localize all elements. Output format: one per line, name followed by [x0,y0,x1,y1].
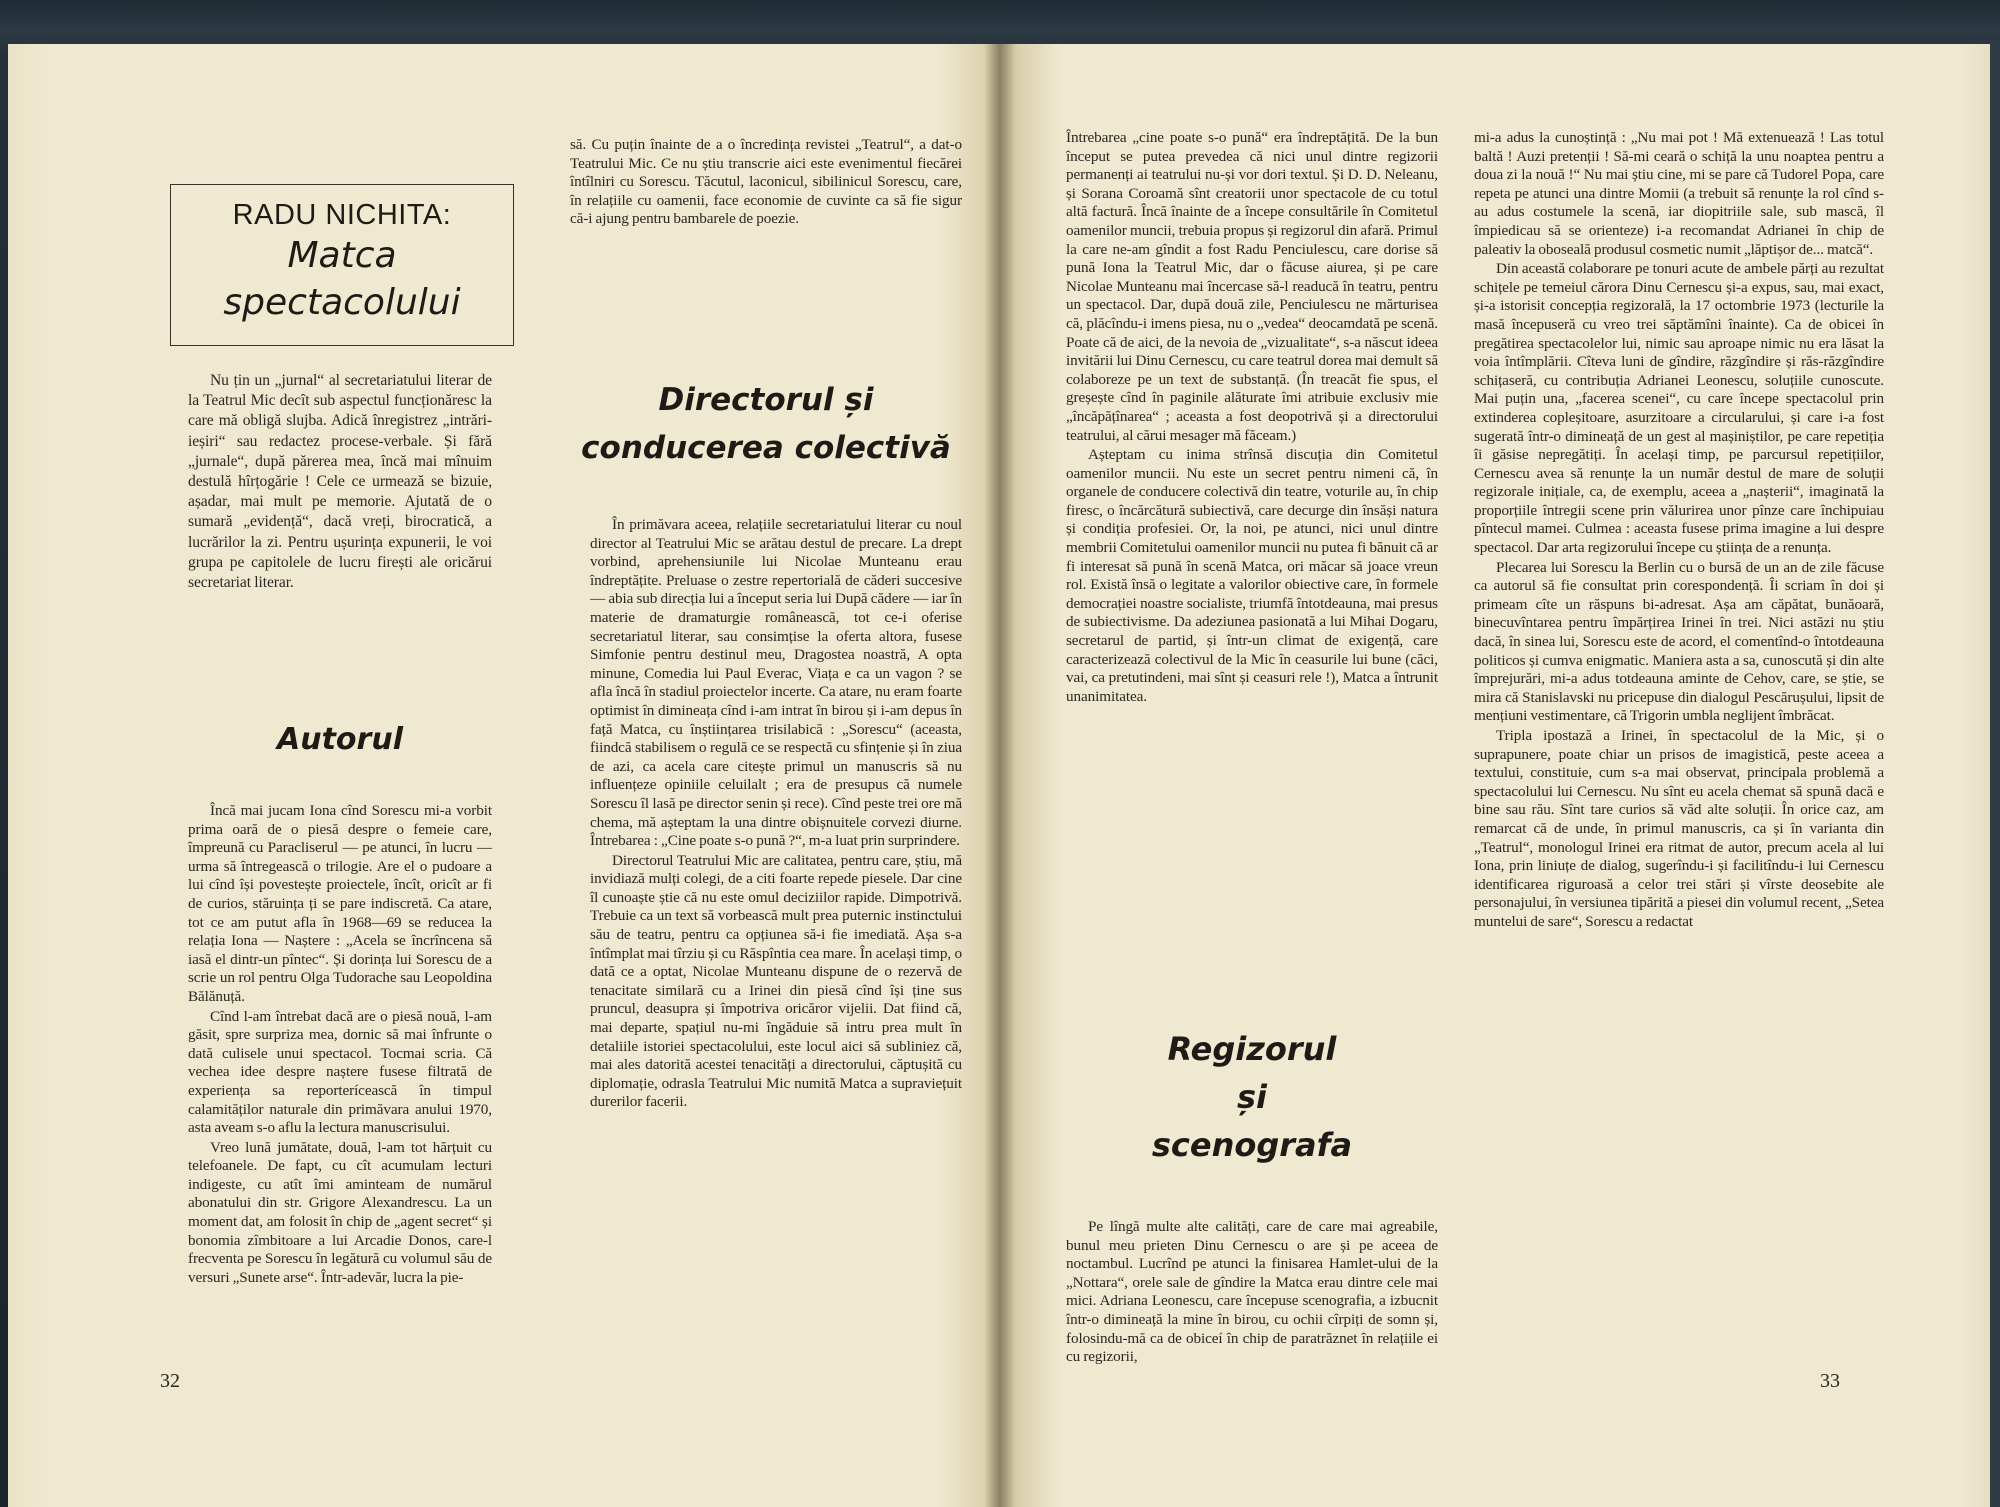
section-heading-director-line1: Directorul și [658,382,874,418]
article-title-line2: spectacolului [223,282,461,323]
right-page [1000,44,2000,1507]
section-heading-director-line2: conducerea colectivă [581,430,951,466]
column-2-director [590,516,962,1112]
cover-edge [1990,40,2000,1507]
paragraph: Întrebarea „cine poate s-o pună“ era îndreptățită. De la bun început se putea prevedea că nici unul dintre regizorii permanenți ai teatrului nu-și vor dori textul. Și D. D. Neleanu, și Sorana Coroamă sînt creatorii unor spectacole de cu totul altă factură. Încă înainte de a începe consultările în Comitetul oamenilor muncii, trebuia propus și regizorul din afară. Primul la care ne-am gîndit a fost Radu Penciulescu, care dorise să pună Iona la Teatrul Mic, dar o făcuse aiurea, și pe care Nicolae Munteanu mai încercase să-l readucă în teatru, pentru un spectacol. Dar, după două zile, Penciulescu ne mărturisea că, plăcîndu-i imens piesa, nu o „vedea“ deocamdată pe scenă. Poate că de aici, de la nevoia de „vizualitate“, s-a născut ideea invitării lui Dinu Cernescu, cu care teatrul dorea mai demult să colaboreze pe un text de substanță. (În treacăt fie spus, el greșește cînd în paginile alăturate îmi atribuie exclusiv mie „încăpățînarea“ ; aceasta a fost deopotrivă și a directorului teatrului, al cărui mesager mă făceam.) [1066,129,1438,444]
article-author: RADU NICHITA: [232,199,452,231]
paragraph: Din această colaborare pe tonuri acute de ambele părți au rezultat schițele pe temeiul cărora Dinu Cernescu și-a expus, sau, mai exact, și-a istorisit concepția regizorală, la 17 octombrie 1973 (lecturile la masă începuseră cu vreo trei săptămîni înainte). Ca de obicei în pregătirea spectacolelor lui, nimic sau aproape nimic nu era lăsat la voia întîmplării. Cîteva luni de gîndire, răzgîndire și răs-răzgîndire schițaseră, cu contribuția Adrianei Leonescu, soluțiile cunoscute. Mai puțin una, „facerea scenei“, cu care începe spectacolul prin extinderea copleșitoare, asurzitoare a circularului, și care i-a fost sugerată într-o dimineață de un gest al mașiniștilor, pe care repetiția îi găsise nepregătiți. În același timp, pe parcursul repetițiilor, Cernescu avea să renunțe la un număr destul de mare de soluții regizorale inițiale, ca, de exemplu, aceea a „nașterii“, imaginată la proporțiile întregii scene prin vălurirea unor pînze care închipuiau pîntecul mamei. Culmea : aceasta fusese prima imagine a lui despre spectacol. Dar arta regizorului începe cu știința de a renunța. [1474,260,1884,557]
paragraph: Vreo lună jumătate, două, l-am tot hărțuit cu telefoanele. De fapt, cu cît acumulam lecturi indigeste, cu atît îmi aminteam de numărul abonatului din str. Grigore Alexandrescu. La un moment dat, am folosit în chip de „agent secret“ și bonomia zîmbitoare a lui Arcadie Donos, care-l frecventa pe Sorescu în legătură cu volumul său de versuri „Sunete arse“. Într-adevăr, lucra la pie- [188,1138,492,1286]
paragraph: În primăvara aceea, relațiile secretariatului literar cu noul director al Teatrului Mic se arătau destul de precare. La drept vorbind, aprehensiunile lui Nicolae Munteanu erau îndreptățite. Preluase o zestre repertorială de căderi succesive — abia sub direcția lui a început seria lui După cădere — iar în materie de dramaturgie românească, tot ce-i oferise secretariatul literar, sau consimțise la oferta altora, fusese Simfonie pentru destinul meu, Dragostea noastră, A opta minune, Comedia lui Paul Everac, Viața e ca un vagon ? se afla încă în stadiul proiectelor incerte. Ca atare, nu eram foarte optimist în dimineața cînd i-am intrat în birou și i-am depus în față Matca, cu înștiințarea trisilabică : „Sorescu“ (aceasta, fiindcă stabilisem o regulă ce se respectă cu sfințenie și în ziua de azi, ca acela care citește primul un manuscris să nu influențeze opiniile celuilalt ; era de presupus că numele Sorescu îl lasă pe director senin și rece). Cînd peste trei ore mă chema, mă așteptam la una dintre obișnuitele corvezi diurne. Întrebarea : „Cine poate s-o pună ?“, m-a luat prin surprindere. [590,516,962,850]
paragraph: Cînd l-am întrebat dacă are o piesă nouă, l-am găsit, spre surpriza mea, dornic să mai înfrunte o dată culisele unui spectacol. Tocmai scria. Că vechea idee despre naștere fusese filtrată de experiența sa reporterícească în timpul calamităților naturale din primăvara anului 1970, asta aveam s-o aflu la lectura manuscrisului. [188,1007,492,1137]
section-heading-regizorul-line2: și [1236,1078,1267,1116]
column-3-top [1066,129,1438,706]
section-heading-regizorul-line3: scenografa [1151,1126,1353,1164]
column-4 [1474,129,1884,932]
page-number: 33 [1820,1370,1840,1392]
page-gutter-shadow [985,44,1015,1507]
paragraph: Nu țin un „jurnal“ al secretariatului literar de la Teatrul Mic decît sub aspectul funcționăresc la care mă obligă slujba. Adică înregistrez „intrări-ieșiri“ sau redactez procese-verbale. Și fără „jurnale“, după părerea mea, încă mai mînuim destulă hîrțogărie ! Cele ce urmează se bizuie, așadar, mai mult pe memorie. Ajutată de o sumară „evidență“, dacă vreți, birocratică, a lucrărilor la zi. Pentru ușurința expunerii, le voi grupa pe capitolele de lucru firești ale oricărui secretariat literar. [188,372,492,592]
paragraph: Directorul Teatrului Mic are calitatea, pentru care, știu, mă invidiază mulți colegi, de a citi foarte repede piesele. Dar cine îl cunoaște știe că nu este omul deciziilor rapide. Dimpotrivă. Trebuie ca un text să vorbească mult prea puternic instinctului său de teatru, pentru ca opțiunea să-i fie imediată. Așa s-a întîmplat mai tîrziu și cu Răspîntia cea mare. În același timp, o dată ce a optat, Nicolae Munteanu dispune de o rezervă de tenacitate similară cu a Irinei din piesă cînd își ține sus pruncul, deasupra și împotriva oricăror vijelii. Dat fiind că, mai departe, spațiul nu-mi îngăduie să intru prea mult în detaliile istoriei spectacolului, este locul aici să subliniez că, mai ales datorită acestei tenacități a directorului, căptușită cu diplomație, odrasla Teatrului Mic numită Matca a supraviețuit durerilor facerii. [590,851,962,1111]
paragraph: Încă mai jucam Iona cînd Sorescu mi-a vorbit prima oară de o piesă despre o femeie care, împreună cu Paracliserul — pe atunci, în lucru — urma să întregească o trilogie. Are el o pudoare a lui cînd își povestește proiectele, încît, oricît ar fi de curios, stăruința ți se pare indiscretă. Ca atare, tot ce am putut afla în 1968—69 se reducea la relația Iona — Naștere : „Acela se încrîncena să iasă el dintr-un pîntec“. Și dorința lui Sorescu de a scrie un rol pentru Olga Tudorache sau Leopoldina Bălănuță. [188,802,492,1005]
paragraph: Tripla ipostază a Irinei, în spectacolul de la Mic, și o suprapunere, poate chiar un prisos de imagistică, peste aceea a textului, constituie, cum s-a mai observat, principala problemă a spectacolului lui Cernescu. Nu sînt eu acela chemat să spună dacă e bine sau rău. Sînt tare curios să văd alte soluții. În orice caz, am remarcat că de unde, în primul manuscris, ca și în varianta din „Teatrul“, monologul Irinei era ritmat de autor, precum acela al lui Iona, prin liniuțe de dialog, sugerîndu-i și facilitîndu-i lui Cernescu identificarea riguroasă a celor trei stări și vîrste deosebite ale personajului, în versiunea tipărită a piesei din volumul recent, „Setea muntelui de sare“, Sorescu a redactat [1474,727,1884,930]
column-3-regizorul [1066,1218,1438,1367]
article-title-line1: Matca [287,235,397,276]
left-page [8,44,1000,1507]
column-1-autorul [188,802,492,1287]
paragraph: să. Cu puțin înainte de a o încredința revistei „Teatrul“, a dat-o Teatrului Mic. Ce nu știu transcrie aici este evenimentul fiecărei întîlniri cu Sorescu. Tăcutul, laconicul, sibilinicul Sorescu, care, în relațiile cu oamenii, face economie de cuvinte ca să fie sigur că-i ajung pentru bambarele de poezie. [570,136,962,228]
page-number: 32 [160,1370,180,1392]
paragraph: Pe lîngă multe alte calități, care de care mai agreabile, bunul meu prieten Dinu Cernescu o are și pe aceea de noctambul. Lucrînd pe atunci la finisarea Hamlet-ului de la „Nottara“, orele sale de gîndire la Matca erau dintre cele mai mici. Adriana Leonescu, care începuse scenografia, a izbucnit într-o dimineață la mine în birou, cu ochii cîrpiți de somn și, folosindu-mă ca de obiceí în chip de paratrăznet în relațiile ei cu regizorii, [1066,1218,1438,1366]
paragraph: Plecarea lui Sorescu la Berlin cu o bursă de un an de zile făcuse ca autorul să fie consultat prin corespondență. Îi scriam în doi și primeam cîte un răspuns bi-adresat. Așa am căpătat, bunăoară, binecuvîntarea pentru împărțirea Irinei în trei. Nici astăzi nu știu dacă, în sinea lui, Sorescu este de acord, el comentînd-o întotdeauna politicos și cumva enigmatic. Maniera asta a sa, cunoscută și din alte împrejurări, mi-a adus totdeauna aminte de Cehov, care, se știe, se mira că Stanislavski nu pricepuse din dialogul Pescărușului, lipsit de mențiuni vestimentare, că Trigorin umbla neglijent îmbrăcat. [1474,558,1884,725]
paragraph: mi-a adus la cunoștință : „Nu mai pot ! Mă extenuează ! Las totul baltă ! Auzi pretenții ! Să-mi ceară o schiță la unu noaptea pentru a doua zi la nouă !“ Nu mai știu cine, mi se pare că Tudorel Popa, care repeta pe atunci una dintre Momii (a trebuit să renunțe la rol cînd s-au adus costumele la scenă, iar diopitriile sale, sub mască, îl împiedicau să se orienteze) i-a recomandat Adrianei în chip de paleativ la oboseală produsul cosmetic numit „lăptișor de... matcă“. [1474,129,1884,258]
column-2-top [570,136,962,229]
title-box [170,184,514,346]
paragraph: Așteptam cu inima strînsă discuția din Comitetul oamenilor muncii. Nu este un secret pentru nimeni că, în organele de conducere colectivă din teatre, voturile au, în chip firesc, o încărcătură subiectivă, care decurge din însăși natura și condiția profesiei. Or, la noi, pe atunci, nici unul dintre membrii Comitetului oamenilor muncii nu putea fi bănuit că ar fi interesat să pună în scenă Matca, ori măcar să joace vreun rol. Există însă o legitate a valorilor obiective care, în formele democrației noastre socialiste, triumfă întotdeauna, mai presus de subiectivisme. Da adeziunea pasionată a lui Mihai Dogaru, secretarul de partid, și într-un climat de exigență, care caracterizează colectivul de la Mic în ceasurile lui bune (căci, vai, ca pretutindeni, mai sînt și ceasuri rele !), Matca a întrunit unanimitatea. [1066,446,1438,705]
column-1-intro [188,371,492,593]
section-heading-regizorul-line1: Regizorul [1167,1030,1337,1068]
section-heading-autorul: Autorul [277,722,403,757]
